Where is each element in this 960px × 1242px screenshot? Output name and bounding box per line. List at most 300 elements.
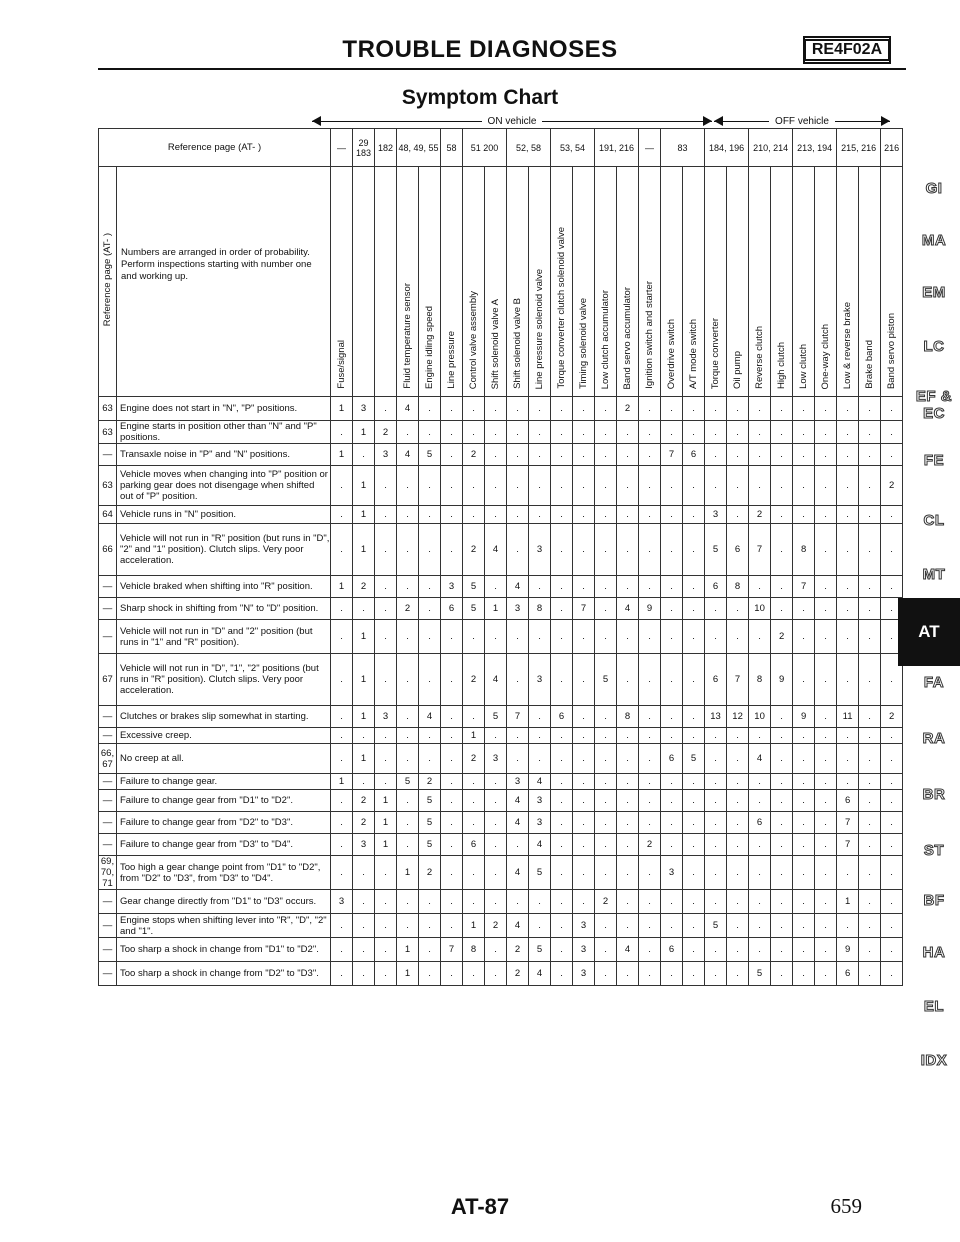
rank-cell: .: [375, 938, 397, 962]
rank-cell: .: [617, 421, 639, 444]
rank-cell: .: [705, 744, 727, 774]
rank-cell: .: [573, 774, 595, 790]
rank-cell: .: [419, 620, 441, 654]
rank-cell: 5: [683, 744, 705, 774]
rank-cell: .: [463, 790, 485, 812]
rank-cell: .: [881, 444, 903, 466]
rank-cell: 3: [529, 524, 551, 576]
rank-cell: .: [573, 466, 595, 506]
rank-cell: .: [551, 834, 573, 856]
rank-cell: .: [441, 914, 463, 938]
rank-cell: .: [507, 421, 529, 444]
rank-cell: .: [837, 620, 859, 654]
rank-cell: .: [727, 834, 749, 856]
rank-cell: 5: [419, 444, 441, 466]
rank-cell: .: [595, 774, 617, 790]
rank-cell: .: [683, 774, 705, 790]
rank-cell: .: [463, 812, 485, 834]
rank-cell: .: [793, 938, 815, 962]
rank-cell: .: [441, 444, 463, 466]
rank-cell: 2: [771, 620, 793, 654]
rank-cell: .: [705, 397, 727, 421]
rank-cell: .: [573, 444, 595, 466]
rank-cell: .: [397, 706, 419, 728]
rank-cell: 7: [837, 834, 859, 856]
rank-cell: .: [881, 744, 903, 774]
rank-cell: .: [551, 524, 573, 576]
rank-cell: 7: [793, 576, 815, 598]
rank-cell: 1: [837, 890, 859, 914]
rank-cell: 7: [661, 444, 683, 466]
rank-cell: 1: [375, 790, 397, 812]
rank-cell: .: [683, 524, 705, 576]
rank-cell: 3: [573, 962, 595, 986]
rank-cell: 5: [419, 834, 441, 856]
rank-cell: .: [771, 890, 793, 914]
row-ref-page: 66, 67: [99, 744, 117, 774]
rank-cell: 5: [397, 774, 419, 790]
rank-cell: .: [859, 466, 881, 506]
rank-cell: .: [573, 856, 595, 890]
rank-cell: 11: [837, 706, 859, 728]
rank-cell: .: [683, 962, 705, 986]
rank-cell: .: [683, 890, 705, 914]
rank-cell: .: [507, 444, 529, 466]
rank-cell: .: [441, 790, 463, 812]
rank-cell: .: [705, 620, 727, 654]
rank-cell: .: [419, 962, 441, 986]
rank-cell: 4: [507, 790, 529, 812]
rank-cell: .: [705, 962, 727, 986]
row-ref-page: 67: [99, 654, 117, 706]
rank-cell: .: [617, 654, 639, 706]
rank-cell: .: [705, 421, 727, 444]
section-tab-el[interactable]: EL: [923, 998, 945, 1015]
table-row: [99, 620, 903, 654]
rank-cell: .: [375, 598, 397, 620]
rank-cell: .: [771, 938, 793, 962]
rank-cell: .: [485, 790, 507, 812]
rank-cell: .: [727, 506, 749, 524]
rank-cell: 8: [529, 598, 551, 620]
rank-cell: .: [881, 938, 903, 962]
rank-cell: .: [331, 790, 353, 812]
rank-cell: .: [705, 466, 727, 506]
rank-cell: .: [419, 466, 441, 506]
rank-cell: .: [551, 506, 573, 524]
rank-cell: .: [595, 856, 617, 890]
table-row: [99, 744, 903, 774]
rank-cell: .: [661, 421, 683, 444]
rank-cell: .: [595, 706, 617, 728]
rank-cell: .: [397, 790, 419, 812]
rank-cell: .: [683, 914, 705, 938]
rank-cell: .: [397, 466, 419, 506]
rank-cell: .: [485, 506, 507, 524]
rank-cell: .: [639, 914, 661, 938]
ref-page-cell: 191, 216: [595, 129, 639, 167]
rank-cell: .: [859, 524, 881, 576]
rank-cell: .: [463, 421, 485, 444]
rank-cell: .: [661, 962, 683, 986]
notes-cell: Numbers are arranged in order of probability. Perform inspections starting with number one and working up.: [117, 167, 331, 397]
rank-cell: 5: [705, 524, 727, 576]
rank-cell: .: [683, 397, 705, 421]
table-row: [99, 706, 903, 728]
section-tab-lc[interactable]: LC: [923, 338, 945, 355]
rank-cell: .: [375, 914, 397, 938]
rank-cell: 6: [683, 444, 705, 466]
section-tab-em[interactable]: EM: [922, 284, 946, 301]
rank-cell: .: [815, 466, 837, 506]
rank-cell: .: [705, 834, 727, 856]
ref-page-cell: 216: [881, 129, 903, 167]
rank-cell: .: [485, 444, 507, 466]
rank-cell: 4: [749, 744, 771, 774]
rank-cell: .: [859, 506, 881, 524]
rank-cell: .: [375, 524, 397, 576]
rank-cell: .: [353, 444, 375, 466]
rank-cell: 6: [749, 812, 771, 834]
rank-cell: .: [441, 506, 463, 524]
column-header: Shift solenoid valve A: [485, 167, 507, 397]
rank-cell: 2: [639, 834, 661, 856]
active-section-tab[interactable]: AT: [898, 598, 960, 666]
rank-cell: .: [331, 728, 353, 744]
rank-cell: .: [551, 774, 573, 790]
rank-cell: .: [881, 524, 903, 576]
rank-cell: .: [331, 962, 353, 986]
rank-cell: 1: [353, 524, 375, 576]
rank-cell: .: [683, 576, 705, 598]
rank-cell: 6: [551, 706, 573, 728]
rank-cell: .: [617, 890, 639, 914]
rank-cell: .: [859, 444, 881, 466]
rank-cell: .: [639, 620, 661, 654]
rank-cell: .: [397, 914, 419, 938]
rank-cell: .: [595, 598, 617, 620]
ref-page-cell: 51 200: [463, 129, 507, 167]
rank-cell: .: [419, 397, 441, 421]
rank-cell: .: [639, 421, 661, 444]
section-tab-cl[interactable]: CL: [923, 512, 945, 529]
rank-cell: .: [485, 774, 507, 790]
column-header: Ignition switch and starter: [639, 167, 661, 397]
rank-cell: 7: [727, 654, 749, 706]
section-tab-gi[interactable]: GI: [925, 180, 943, 197]
rank-cell: .: [793, 421, 815, 444]
rank-cell: .: [617, 962, 639, 986]
rank-cell: .: [771, 397, 793, 421]
rank-cell: .: [617, 744, 639, 774]
symptom-cell: Sharp shock in shifting from "N" to "D" position.: [117, 598, 331, 620]
rank-cell: .: [617, 812, 639, 834]
rank-cell: .: [639, 890, 661, 914]
table-row: [99, 962, 903, 986]
table-row: [99, 654, 903, 706]
column-header: Low & reverse brake: [837, 167, 859, 397]
on-vehicle-label: ON vehicle: [482, 116, 543, 127]
rank-cell: .: [837, 728, 859, 744]
rank-cell: .: [771, 466, 793, 506]
row-ref-page: 69, 70, 71: [99, 856, 117, 890]
rank-cell: .: [727, 890, 749, 914]
rank-cell: 9: [793, 706, 815, 728]
rank-cell: .: [573, 421, 595, 444]
column-header: Line pressure solenoid valve: [529, 167, 551, 397]
rank-cell: .: [859, 890, 881, 914]
rank-cell: 1: [463, 914, 485, 938]
rank-cell: .: [815, 654, 837, 706]
column-header: Fuse/signal: [331, 167, 353, 397]
rank-cell: 5: [595, 654, 617, 706]
rank-cell: .: [837, 466, 859, 506]
rank-cell: .: [727, 812, 749, 834]
section-tab-idx[interactable]: IDX: [920, 1052, 948, 1069]
rank-cell: 1: [397, 962, 419, 986]
rank-cell: 2: [463, 654, 485, 706]
rank-cell: 6: [837, 790, 859, 812]
rank-cell: .: [705, 598, 727, 620]
rank-cell: .: [595, 506, 617, 524]
rank-cell: .: [419, 654, 441, 706]
rank-cell: .: [793, 790, 815, 812]
rank-cell: .: [661, 790, 683, 812]
rank-cell: .: [441, 524, 463, 576]
rank-cell: .: [353, 890, 375, 914]
rank-cell: .: [551, 598, 573, 620]
rank-cell: .: [573, 834, 595, 856]
rank-cell: .: [661, 914, 683, 938]
rank-cell: 6: [661, 938, 683, 962]
rank-cell: .: [815, 444, 837, 466]
rank-cell: .: [551, 938, 573, 962]
rank-cell: .: [881, 506, 903, 524]
rank-cell: .: [485, 856, 507, 890]
rank-cell: 1: [331, 397, 353, 421]
rank-cell: .: [815, 620, 837, 654]
rank-cell: .: [881, 890, 903, 914]
rank-cell: .: [859, 744, 881, 774]
rank-cell: .: [485, 938, 507, 962]
rank-cell: 3: [573, 938, 595, 962]
rank-cell: .: [639, 774, 661, 790]
rank-cell: 4: [507, 812, 529, 834]
rank-cell: 3: [529, 790, 551, 812]
rank-cell: .: [771, 962, 793, 986]
rank-cell: .: [595, 834, 617, 856]
column-header: Engine idling speed: [419, 167, 441, 397]
rank-cell: .: [881, 834, 903, 856]
rank-cell: .: [595, 524, 617, 576]
column-header: Band servo accumulator: [617, 167, 639, 397]
rank-cell: 1: [353, 706, 375, 728]
rank-cell: .: [419, 938, 441, 962]
rank-cell: .: [507, 654, 529, 706]
rank-cell: .: [727, 598, 749, 620]
rank-cell: .: [771, 598, 793, 620]
rank-cell: 2: [353, 812, 375, 834]
rank-cell: .: [683, 834, 705, 856]
column-header: A/T mode switch: [683, 167, 705, 397]
rank-cell: .: [331, 620, 353, 654]
rank-cell: .: [529, 890, 551, 914]
rank-cell: .: [859, 812, 881, 834]
rank-cell: .: [441, 890, 463, 914]
rank-cell: .: [375, 466, 397, 506]
symptom-cell: Clutches or brakes slip somewhat in starting.: [117, 706, 331, 728]
rank-cell: .: [551, 744, 573, 774]
section-tab-ma[interactable]: MA: [921, 232, 947, 249]
rank-cell: .: [573, 728, 595, 744]
rank-cell: 13: [705, 706, 727, 728]
ref-page-cell: 182: [375, 129, 397, 167]
section-tab-fe[interactable]: FE: [923, 452, 945, 469]
ref-page-cell: 48, 49, 55: [397, 129, 441, 167]
rank-cell: .: [837, 524, 859, 576]
rank-cell: .: [397, 620, 419, 654]
rank-cell: 9: [771, 654, 793, 706]
rank-cell: .: [573, 620, 595, 654]
section-tab-efec[interactable]: EF & EC: [915, 388, 953, 422]
rank-cell: .: [815, 397, 837, 421]
rank-cell: .: [573, 790, 595, 812]
rank-cell: .: [837, 397, 859, 421]
rank-cell: 3: [529, 654, 551, 706]
rank-cell: .: [331, 598, 353, 620]
rank-cell: .: [881, 397, 903, 421]
row-ref-page: —: [99, 774, 117, 790]
rank-cell: .: [859, 774, 881, 790]
rank-cell: .: [727, 466, 749, 506]
rank-cell: .: [771, 914, 793, 938]
rank-cell: 3: [705, 506, 727, 524]
rank-cell: .: [375, 654, 397, 706]
rank-cell: 2: [617, 397, 639, 421]
rank-cell: .: [441, 706, 463, 728]
rank-cell: .: [881, 856, 903, 890]
rank-cell: .: [617, 856, 639, 890]
rank-cell: .: [529, 466, 551, 506]
column-header: Line pressure: [441, 167, 463, 397]
row-ref-page: —: [99, 962, 117, 986]
column-header: Oil pump: [727, 167, 749, 397]
column-header: Low clutch: [793, 167, 815, 397]
rank-cell: .: [793, 397, 815, 421]
rank-cell: .: [793, 620, 815, 654]
rank-cell: .: [595, 397, 617, 421]
column-header: One-way clutch: [815, 167, 837, 397]
rank-cell: .: [353, 938, 375, 962]
rank-cell: .: [793, 654, 815, 706]
rank-cell: .: [551, 620, 573, 654]
rank-cell: .: [859, 856, 881, 890]
rank-cell: .: [859, 598, 881, 620]
rank-cell: .: [463, 856, 485, 890]
section-tab-ra[interactable]: RA: [922, 730, 946, 747]
on-vehicle-range: [312, 114, 712, 128]
row-ref-page: —: [99, 812, 117, 834]
rank-cell: .: [793, 834, 815, 856]
rank-cell: 1: [375, 834, 397, 856]
rank-cell: 4: [529, 774, 551, 790]
rank-cell: 2: [375, 421, 397, 444]
rank-cell: 8: [727, 576, 749, 598]
rank-cell: .: [727, 397, 749, 421]
rank-cell: .: [837, 774, 859, 790]
rank-cell: .: [661, 706, 683, 728]
rank-cell: .: [793, 744, 815, 774]
rank-cell: .: [551, 914, 573, 938]
section-tab-fa[interactable]: FA: [923, 674, 945, 691]
rank-cell: 5: [463, 598, 485, 620]
row-ref-page: 64: [99, 506, 117, 524]
rank-cell: .: [639, 744, 661, 774]
rank-cell: .: [683, 706, 705, 728]
section-tab-br[interactable]: BR: [922, 786, 946, 803]
rank-cell: .: [749, 790, 771, 812]
table-row: [99, 856, 903, 890]
row-ref-page: —: [99, 938, 117, 962]
rank-cell: .: [815, 744, 837, 774]
rank-cell: .: [331, 654, 353, 706]
rank-cell: .: [507, 620, 529, 654]
rank-cell: .: [419, 421, 441, 444]
rank-cell: .: [661, 524, 683, 576]
rank-cell: 1: [353, 506, 375, 524]
rank-cell: 4: [485, 654, 507, 706]
rank-cell: .: [661, 654, 683, 706]
rank-cell: .: [705, 938, 727, 962]
rank-cell: .: [551, 444, 573, 466]
rank-cell: .: [375, 620, 397, 654]
table-row: [99, 397, 903, 421]
section-tab-ha[interactable]: HA: [922, 944, 946, 961]
rank-cell: .: [375, 506, 397, 524]
rank-cell: .: [529, 421, 551, 444]
rank-cell: .: [815, 834, 837, 856]
table-row: [99, 914, 903, 938]
ref-page-cell: 52, 58: [507, 129, 551, 167]
table-row: [99, 790, 903, 812]
rank-cell: 6: [727, 524, 749, 576]
rank-cell: .: [749, 620, 771, 654]
page-title: TROUBLE DIAGNOSES: [342, 36, 618, 63]
rank-cell: .: [793, 506, 815, 524]
rank-cell: .: [551, 812, 573, 834]
rank-cell: .: [815, 790, 837, 812]
rank-cell: .: [441, 962, 463, 986]
symptom-cell: Engine stops when shifting lever into "R", "D", "2" and "1".: [117, 914, 331, 938]
rank-cell: 2: [881, 466, 903, 506]
rank-cell: .: [793, 962, 815, 986]
section-tab-bf[interactable]: BF: [923, 892, 945, 909]
rank-cell: .: [749, 914, 771, 938]
rank-cell: 1: [353, 654, 375, 706]
section-tab-st[interactable]: ST: [923, 842, 945, 859]
symptom-cell: Failure to change gear from "D3" to "D4".: [117, 834, 331, 856]
rank-cell: 3: [353, 397, 375, 421]
rank-cell: .: [661, 466, 683, 506]
section-tab-mt[interactable]: MT: [922, 566, 946, 583]
table-row: [99, 466, 903, 506]
rank-cell: .: [419, 728, 441, 744]
rank-cell: 6: [705, 654, 727, 706]
rank-cell: .: [705, 728, 727, 744]
rank-cell: 4: [529, 962, 551, 986]
rank-cell: 8: [617, 706, 639, 728]
rank-cell: .: [573, 654, 595, 706]
